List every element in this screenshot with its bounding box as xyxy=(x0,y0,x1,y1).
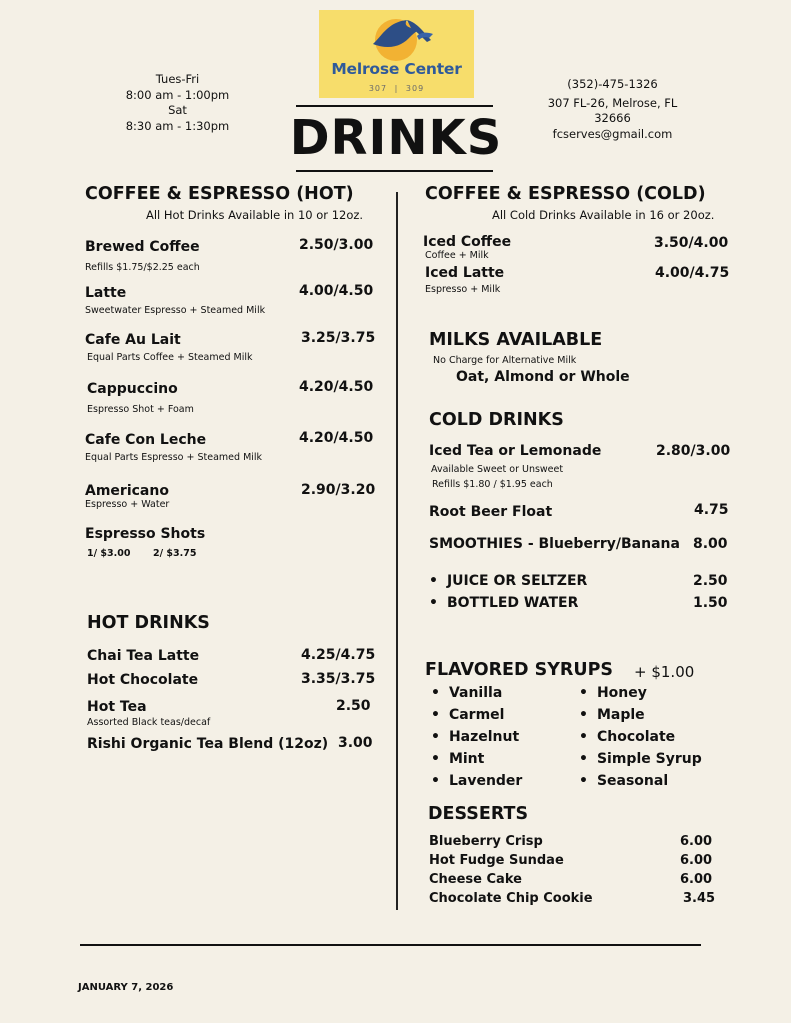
menu-item-name: Iced Latte xyxy=(425,265,505,281)
menu-item-price: 4.25/4.75 xyxy=(301,647,376,663)
cold-coffee-subheading: All Cold Drinks Available in 16 or 20oz. xyxy=(492,208,715,222)
contact-address-line2: 32666 xyxy=(594,111,631,125)
menu-item-price: 4.75 xyxy=(694,502,729,518)
menu-item-name: Chai Tea Latte xyxy=(87,648,200,664)
dessert-name: Blueberry Crisp xyxy=(429,834,543,849)
hours-block xyxy=(110,72,245,134)
menu-item-name: Rishi Organic Tea Blend (12oz) xyxy=(87,736,329,752)
syrup-item: • Honey xyxy=(579,685,647,701)
menu-item-name: Espresso Shots xyxy=(85,526,206,542)
menu-item-desc: Coffee + Milk xyxy=(425,250,489,261)
menu-item-price: 2.50 xyxy=(693,573,728,589)
menu-item-price: 2.80/3.00 xyxy=(656,443,731,459)
menu-item-price: 3.35/3.75 xyxy=(301,671,376,687)
menu-item-name: Latte xyxy=(85,285,127,301)
syrup-item: • Seasonal xyxy=(579,773,668,789)
melrose-center-logo xyxy=(319,10,474,98)
desserts-heading: DESSERTS xyxy=(428,804,529,824)
menu-item-name: Cafe Au Lait xyxy=(85,332,181,348)
menu-item-desc: Equal Parts Espresso + Steamed Milk xyxy=(85,452,263,463)
syrup-item: • Hazelnut xyxy=(431,729,519,745)
menu-item-price: 3.25/3.75 xyxy=(301,330,376,346)
contact-block xyxy=(545,77,680,142)
espresso-double-price: 2/ $3.75 xyxy=(153,548,197,559)
menu-item-price: 3.00 xyxy=(338,735,373,751)
menu-item-name: Iced Tea or Lemonade xyxy=(429,443,602,459)
cold-coffee-heading: COFFEE & ESPRESSO (COLD) xyxy=(425,184,706,204)
menu-item-price: 4.20/4.50 xyxy=(299,379,374,395)
menu-item-price: 4.00/4.50 xyxy=(299,283,374,299)
hot-coffee-subheading: All Hot Drinks Available in 10 or 12oz. xyxy=(146,208,364,222)
syrup-item: • Mint xyxy=(431,751,484,767)
menu-item-price: 3.50/4.00 xyxy=(654,235,729,251)
syrup-item: • Chocolate xyxy=(579,729,675,745)
espresso-single-price: 1/ $3.00 xyxy=(87,548,131,559)
syrups-heading: FLAVORED SYRUPS xyxy=(425,660,614,680)
menu-item-desc: Assorted Black teas/decaf xyxy=(87,717,211,728)
hours-days-saturday: Sat xyxy=(168,103,187,117)
menu-item-desc: Refills $1.80 / $1.95 each xyxy=(432,479,553,490)
menu-item-name: Americano xyxy=(85,483,169,499)
menu-item-desc: Equal Parts Coffee + Steamed Milk xyxy=(87,352,253,363)
hot-coffee-heading: COFFEE & ESPRESSO (HOT) xyxy=(85,184,354,204)
logo-number-right: 309 xyxy=(405,84,425,93)
hours-days-weekday: Tues-Fri xyxy=(155,72,200,86)
dessert-name: Chocolate Chip Cookie xyxy=(429,891,593,906)
menu-item-name: Brewed Coffee xyxy=(85,239,200,255)
syrups-price: + $1.00 xyxy=(634,663,695,681)
contact-email: fcserves@gmail.com xyxy=(552,126,673,141)
menu-item-name: Iced Coffee xyxy=(423,234,512,250)
hot-drinks-heading: HOT DRINKS xyxy=(87,613,210,633)
logo-numbers: 307 | 309 xyxy=(368,84,425,93)
menu-item-desc: Sweetwater Espresso + Steamed Milk xyxy=(85,305,266,316)
footer-rule xyxy=(80,944,701,946)
milks-options: Oat, Almond or Whole xyxy=(456,369,630,385)
dessert-name: Cheese Cake xyxy=(429,872,522,887)
heron-icon xyxy=(359,14,439,62)
hours-time-saturday: 8:30 am - 1:30pm xyxy=(125,118,230,133)
menu-item-price: 4.00/4.75 xyxy=(655,265,730,281)
menu-item-desc: Available Sweet or Unsweet xyxy=(431,464,564,475)
menu-item-name: SMOOTHIES - Blueberry/Banana xyxy=(429,536,680,552)
logo-number-left: 307 xyxy=(368,84,388,93)
syrup-item: • Simple Syrup xyxy=(579,751,702,767)
menu-item-desc: Refills $1.75/$2.25 each xyxy=(85,262,200,273)
logo-name: Melrose Center xyxy=(331,60,462,78)
syrup-item: • Carmel xyxy=(431,707,504,723)
syrup-item: • Lavender xyxy=(431,773,522,789)
dessert-price: 6.00 xyxy=(680,872,713,887)
menu-date: JANUARY 7, 2026 xyxy=(78,982,174,993)
menu-item-price: 2.90/3.20 xyxy=(301,482,376,498)
dessert-price: 6.00 xyxy=(680,834,713,849)
syrup-item: • Maple xyxy=(579,707,645,723)
cold-drinks-heading: COLD DRINKS xyxy=(429,410,564,430)
title-bottom-rule xyxy=(296,170,493,172)
hours-time-weekday: 8:00 am - 1:00pm xyxy=(125,87,230,102)
menu-item-desc: Espresso + Water xyxy=(85,499,170,510)
menu-item-price: 2.50/3.00 xyxy=(299,237,374,253)
menu-item-price: 8.00 xyxy=(693,536,728,552)
menu-item-name: Cafe Con Leche xyxy=(85,432,207,448)
menu-item-name: • BOTTLED WATER xyxy=(429,595,578,611)
menu-item-price: 4.20/4.50 xyxy=(299,430,374,446)
menu-item-desc: Espresso + Milk xyxy=(425,284,501,295)
menu-item-price: 2.50 xyxy=(336,698,371,714)
column-divider xyxy=(396,192,398,910)
menu-item-name: • JUICE OR SELTZER xyxy=(429,573,587,589)
dessert-name: Hot Fudge Sundae xyxy=(429,853,564,868)
milks-subheading: No Charge for Alternative Milk xyxy=(433,355,577,366)
menu-item-name: Root Beer Float xyxy=(429,504,553,520)
title-top-rule xyxy=(296,105,493,107)
menu-item-name: Cappuccino xyxy=(87,381,178,397)
dessert-price: 3.45 xyxy=(683,891,716,906)
contact-address-line1: 307 FL-26, Melrose, FL xyxy=(547,95,678,110)
menu-item-name: Hot Tea xyxy=(87,699,147,715)
menu-item-desc: Espresso Shot + Foam xyxy=(87,404,194,415)
menu-item-price: 1.50 xyxy=(693,595,728,611)
milks-heading: MILKS AVAILABLE xyxy=(429,330,603,350)
page-title: DRINKS xyxy=(289,110,503,166)
menu-item-name: Hot Chocolate xyxy=(87,672,199,688)
contact-phone: (352)-475-1326 xyxy=(567,77,658,91)
dessert-price: 6.00 xyxy=(680,853,713,868)
syrup-item: • Vanilla xyxy=(431,685,502,701)
